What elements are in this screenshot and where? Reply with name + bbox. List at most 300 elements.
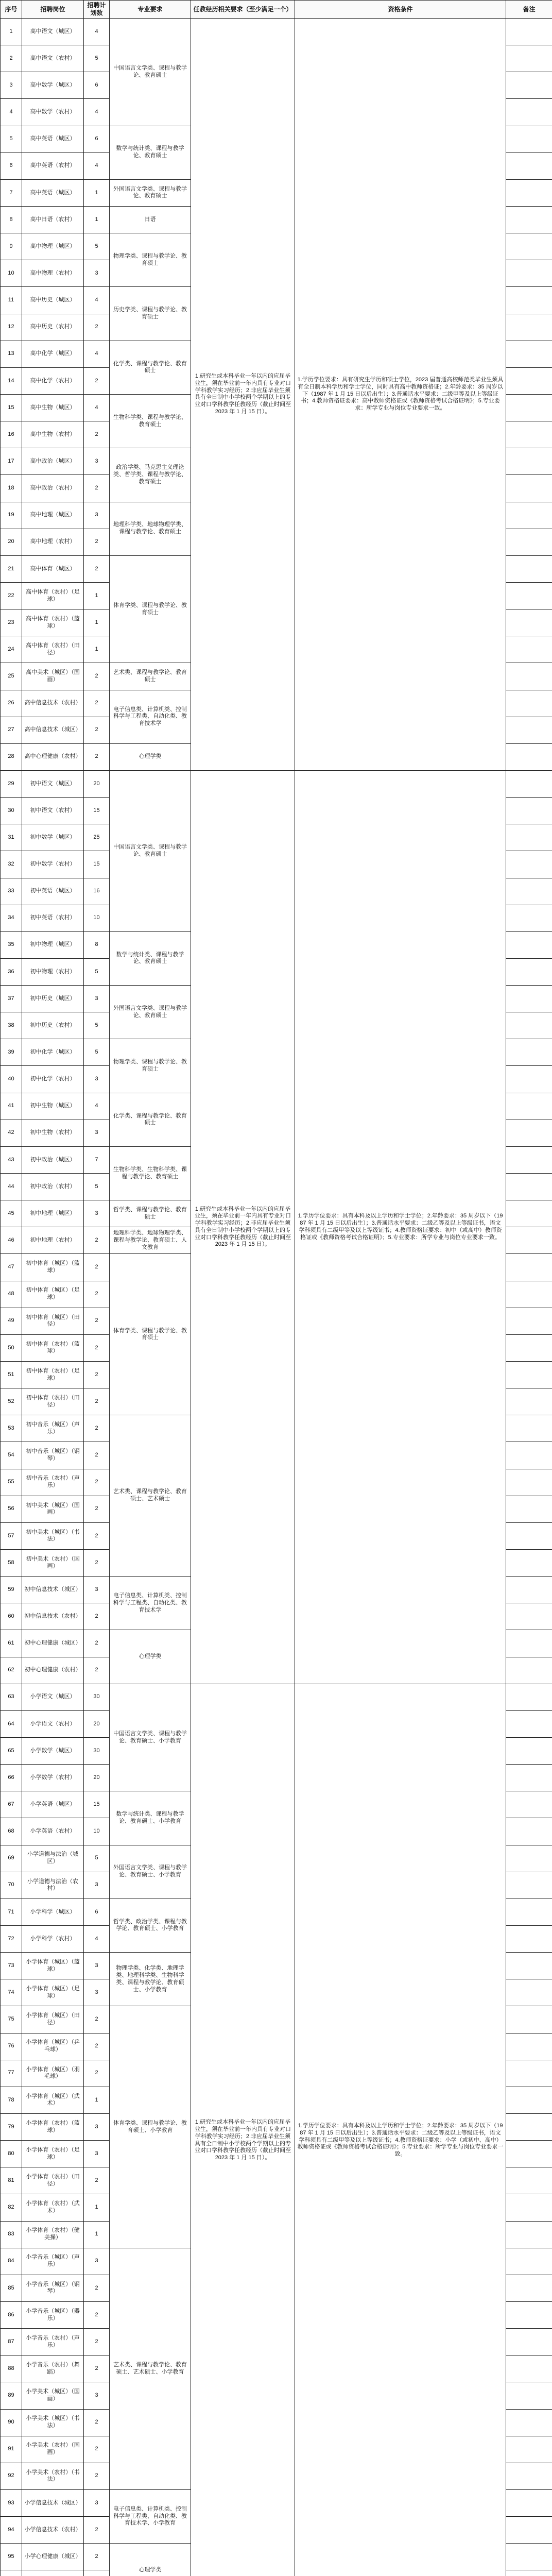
row-plan-count: 2 [84, 2355, 110, 2382]
row-index: 91 [1, 2436, 22, 2463]
row-plan-count: 3 [84, 2489, 110, 2516]
row-remarks [506, 2167, 552, 2194]
row-plan-count: 5 [84, 1012, 110, 1039]
row-qualification: 1.学历学位要求：具有本科及以上学历和学士学位；2.年龄要求：35 周岁以下（1987 年 1 月 15 日以后出生）；3.普通话水平要求：二级乙等及以上等级证书，语文学科须具有二级甲等及以上等级证书；4.教师资格证要求：小学（或初中、高中）教师资格证或《教师资格考试合格证明》；5.专业要求：所学专业与岗位专业要求一致。 [295, 1684, 506, 2576]
row-position: 小学科学（城区） [22, 1899, 84, 1925]
row-position: 初中数学（农村） [22, 851, 84, 878]
row-plan-count: 3 [84, 2382, 110, 2409]
row-plan-count: 2 [84, 1281, 110, 1308]
row-major: 日语 [110, 206, 191, 233]
row-remarks [506, 1227, 552, 1254]
row-index: 13 [1, 341, 22, 367]
row-index: 35 [1, 931, 22, 958]
row-index: 19 [1, 502, 22, 529]
row-position: 小学英语（城区） [22, 1791, 84, 1818]
row-plan-count: 5 [84, 958, 110, 985]
row-index: 40 [1, 1066, 22, 1093]
row-position: 初中生物（城区） [22, 1093, 84, 1120]
row-position: 小学体育（农村）（足球） [22, 2141, 84, 2167]
row-plan-count: 2 [84, 1442, 110, 1469]
row-index: 66 [1, 1765, 22, 1791]
row-index: 50 [1, 1334, 22, 1361]
row-remarks [506, 2248, 552, 2275]
row-plan-count [84, 2570, 110, 2576]
row-position: 小学信息技术（城区） [22, 2489, 84, 2516]
row-plan-count: 5 [84, 1174, 110, 1200]
row-index: 14 [1, 367, 22, 394]
row-position: 高中历史（城区） [22, 287, 84, 314]
row-remarks [506, 1174, 552, 1200]
row-position: 小学体育（城区）（足球） [22, 1979, 84, 2006]
row-position: 初中美术（城区）（书法） [22, 1522, 84, 1549]
row-remarks [506, 287, 552, 314]
row-index: 16 [1, 421, 22, 448]
row-position: 初中历史（农村） [22, 1012, 84, 1039]
row-position: 小学音乐（城区）（器乐） [22, 2301, 84, 2328]
row-position: 初中物理（农村） [22, 958, 84, 985]
row-remarks [506, 179, 552, 206]
row-index: 67 [1, 1791, 22, 1818]
row-index: 59 [1, 1577, 22, 1603]
row-remarks [506, 2087, 552, 2113]
row-remarks [506, 45, 552, 72]
row-major: 外国语言文学类、课程与教学论、教育硕士、小学教育 [110, 1845, 191, 1899]
header-position: 招聘岗位 [22, 1, 84, 19]
row-plan-count: 2 [84, 2544, 110, 2570]
row-major: 生物科学类、生物科学类、课程与教学论、教育硕士 [110, 1146, 191, 1200]
row-index: 76 [1, 2033, 22, 2060]
row-index: 43 [1, 1146, 22, 1173]
row-plan-count: 20 [84, 770, 110, 797]
row-plan-count: 10 [84, 905, 110, 931]
row-position: 高中体育（农村）（田径） [22, 636, 84, 663]
row-position: 小学语文（城区） [22, 1684, 84, 1710]
row-plan-count: 4 [84, 1093, 110, 1120]
row-index: 55 [1, 1469, 22, 1496]
row-plan-count: 3 [84, 1200, 110, 1227]
row-index: 10 [1, 260, 22, 287]
row-index: 89 [1, 2382, 22, 2409]
row-index: 51 [1, 1362, 22, 1388]
row-remarks [506, 1469, 552, 1496]
row-plan-count: 30 [84, 1684, 110, 1710]
row-index: 83 [1, 2221, 22, 2248]
row-position: 高中英语（城区） [22, 179, 84, 206]
row-index: 30 [1, 798, 22, 824]
row-position: 高中历史（农村） [22, 314, 84, 341]
row-remarks [506, 1765, 552, 1791]
row-index: 69 [1, 1845, 22, 1872]
row-index: 6 [1, 152, 22, 179]
row-position: 高中体育（农村）（篮球） [22, 609, 84, 636]
row-position: 高中地理（城区） [22, 502, 84, 529]
row-position: 初中体育（农村）（田径） [22, 1388, 84, 1415]
row-remarks [506, 1872, 552, 1899]
row-plan-count: 3 [84, 1066, 110, 1093]
row-plan-count: 1 [84, 636, 110, 663]
row-index: 93 [1, 2489, 22, 2516]
row-remarks [506, 824, 552, 851]
row-remarks [506, 555, 552, 582]
row-plan-count: 4 [84, 341, 110, 367]
row-remarks [506, 152, 552, 179]
row-position: 小学道德与法治（城区） [22, 1845, 84, 1872]
row-index: 92 [1, 2463, 22, 2489]
row-plan-count: 1 [84, 582, 110, 609]
row-index: 75 [1, 2006, 22, 2033]
row-position: 高中化学（农村） [22, 367, 84, 394]
row-experience: 1.研究生或本科毕业一年以内的应届毕业生，须在毕业前一年内具有专业对口学科教学实习经历；2.非应届毕业生须具有全日制中小学校两个学期以上的专业对口学科教学任教经历（截止时间至 2023 年 1 月 15 日）。 [191, 19, 295, 771]
row-plan-count: 2 [84, 314, 110, 341]
row-remarks [506, 1039, 552, 1066]
row-position: 初中音乐（农村）（声乐） [22, 1469, 84, 1496]
row-plan-count: 2 [84, 421, 110, 448]
row-position: 初中政治（农村） [22, 1174, 84, 1200]
row-position: 高中美术（城区）（国画） [22, 663, 84, 690]
row-remarks [506, 931, 552, 958]
row-major: 哲学类、政治学类、课程与教学论、教育硕士、小学教育 [110, 1899, 191, 1952]
row-index: 12 [1, 314, 22, 341]
row-position: 小学音乐（城区）（声乐） [22, 2248, 84, 2275]
row-position: 高中物理（农村） [22, 260, 84, 287]
row-position: 高中体育（城区） [22, 555, 84, 582]
row-index: 23 [1, 609, 22, 636]
row-remarks [506, 986, 552, 1012]
row-index: 85 [1, 2275, 22, 2301]
row-position: 小学体育（城区）（田径） [22, 2006, 84, 2033]
row-remarks [506, 1362, 552, 1388]
row-index: 65 [1, 1738, 22, 1765]
row-position: 小学体育（城区）（篮球） [22, 1953, 84, 1979]
row-position: 初中信息技术（农村） [22, 1603, 84, 1630]
row-remarks [506, 2006, 552, 2033]
row-index: 22 [1, 582, 22, 609]
row-position: 小学体育（农村）（武术） [22, 2194, 84, 2221]
row-position: 初中体育（农村）（篮球） [22, 1334, 84, 1361]
row-plan-count: 4 [84, 287, 110, 314]
row-experience: 1.研究生或本科毕业一年以内的应届毕业生，须在毕业前一年内具有专业对口学科教学实习经历；2.非应届毕业生须具有全日制中小学校两个学期以上的专业对口学科教学任教经历（截止时间至 2023 年 1 月 15 日）。 [191, 1684, 295, 2576]
row-remarks [506, 394, 552, 421]
row-remarks [506, 126, 552, 152]
row-position: 高中语文（城区） [22, 19, 84, 45]
row-remarks [506, 1818, 552, 1845]
row-plan-count: 2 [84, 529, 110, 555]
row-index: 73 [1, 1953, 22, 1979]
row-index: 2 [1, 45, 22, 72]
row-plan-count: 5 [84, 233, 110, 260]
row-remarks [506, 2329, 552, 2355]
row-index: 11 [1, 287, 22, 314]
row-remarks [506, 743, 552, 770]
row-major: 地理科学类、地球物理学类、课程与教学论、教育硕士、人文教育 [110, 1227, 191, 1254]
row-index: 94 [1, 2517, 22, 2544]
row-plan-count: 20 [84, 1710, 110, 1737]
row-plan-count: 2 [84, 1630, 110, 1657]
row-remarks [506, 1979, 552, 2006]
row-remarks [506, 1388, 552, 1415]
row-remarks [506, 367, 552, 394]
row-remarks [506, 663, 552, 690]
row-position: 小学美术（农村）（国画） [22, 2436, 84, 2463]
row-position: 小学数学（城区） [22, 1738, 84, 1765]
row-index: 21 [1, 555, 22, 582]
row-index: 31 [1, 824, 22, 851]
row-major: 哲学类、课程与教学论、教育硕士 [110, 1200, 191, 1227]
row-remarks [506, 609, 552, 636]
row-plan-count: 3 [84, 1120, 110, 1146]
row-remarks [506, 19, 552, 45]
row-major: 数学与统计类、课程与教学论、教育硕士 [110, 126, 191, 179]
row-remarks [506, 1630, 552, 1657]
row-position: 初中体育（城区）（篮球） [22, 1254, 84, 1281]
row-remarks [506, 2489, 552, 2516]
row-remarks [506, 770, 552, 797]
row-index: 44 [1, 1174, 22, 1200]
row-remarks [506, 798, 552, 824]
row-remarks [506, 1577, 552, 1603]
row-plan-count: 2 [84, 663, 110, 690]
row-remarks [506, 1899, 552, 1925]
row-remarks [506, 1496, 552, 1522]
row-index: 26 [1, 690, 22, 717]
row-index: 53 [1, 1415, 22, 1442]
row-major: 中国语言文学类、课程与教学论、教育硕士 [110, 770, 191, 931]
row-plan-count: 4 [84, 99, 110, 126]
row-plan-count: 4 [84, 152, 110, 179]
row-remarks [506, 475, 552, 502]
row-remarks [506, 2409, 552, 2436]
row-major: 艺术类、课程与教学论、教育硕士 [110, 663, 191, 690]
row-major: 艺术类、课程与教学论、教育硕士、艺术硕士 [110, 1415, 191, 1577]
row-plan-count: 3 [84, 1577, 110, 1603]
row-remarks [506, 1012, 552, 1039]
row-remarks [506, 1738, 552, 1765]
row-plan-count: 6 [84, 72, 110, 99]
row-plan-count: 2 [84, 1415, 110, 1442]
row-position: 小学语文（农村） [22, 1710, 84, 1737]
row-index: 18 [1, 475, 22, 502]
row-position: 高中英语（农村） [22, 152, 84, 179]
row-index: 28 [1, 743, 22, 770]
row-remarks [506, 717, 552, 743]
row-plan-count: 15 [84, 851, 110, 878]
row-major: 心理学类 [110, 1630, 191, 1684]
row-plan-count: 3 [84, 986, 110, 1012]
row-remarks [506, 2113, 552, 2140]
row-remarks [506, 878, 552, 905]
row-remarks [506, 1522, 552, 1549]
row-remarks [506, 1791, 552, 1818]
row-position: 初中体育（城区）（田径） [22, 1308, 84, 1334]
row-remarks [506, 314, 552, 341]
row-plan-count: 2 [84, 555, 110, 582]
row-index: 95 [1, 2544, 22, 2570]
row-position: 初中生物（农村） [22, 1120, 84, 1146]
row-plan-count: 2 [84, 1496, 110, 1522]
row-position: 高中日语（农村） [22, 206, 84, 233]
row-qualification: 1.学历学位要求：具有本科及以上学历和学士学位；2.年龄要求：35 周岁以下（1987 年 1 月 15 日以后出生）；3.普通话水平要求：二级乙等及以上等级证书，语文学科须具有二级甲等及以上等级证书；4.教师资格证要求：初中（或高中）教师资格证或《教师资格考试合格证明》；5.专业要求：所学专业与岗位专业要求一致。 [295, 770, 506, 1684]
row-index: 25 [1, 663, 22, 690]
row-plan-count: 20 [84, 1765, 110, 1791]
row-plan-count: 4 [84, 19, 110, 45]
row-position: 高中地理（农村） [22, 529, 84, 555]
row-index: 24 [1, 636, 22, 663]
row-position: 小学英语（农村） [22, 1818, 84, 1845]
row-plan-count: 3 [84, 2113, 110, 2140]
row-position: 高中英语（城区） [22, 126, 84, 152]
row-plan-count: 6 [84, 1899, 110, 1925]
row-major: 电子信息类、计算机类、控制科学与工程类、自动化类、教育技术学 [110, 690, 191, 743]
row-index: 68 [1, 1818, 22, 1845]
row-remarks [506, 1845, 552, 1872]
row-index: 72 [1, 1925, 22, 1952]
row-plan-count: 1 [84, 609, 110, 636]
row-index: 46 [1, 1227, 22, 1254]
row-remarks [506, 2570, 552, 2576]
row-remarks [506, 1066, 552, 1093]
row-index: 64 [1, 1710, 22, 1737]
row-plan-count: 2 [84, 1334, 110, 1361]
header-experience: 任教经历相关要求（至少满足一个） [191, 1, 295, 19]
row-position: 初中物理（城区） [22, 931, 84, 958]
row-remarks [506, 2060, 552, 2087]
row-remarks [506, 1603, 552, 1630]
row-plan-count: 6 [84, 126, 110, 152]
row-index: 77 [1, 2060, 22, 2087]
row-index: 63 [1, 1684, 22, 1710]
row-index: 5 [1, 126, 22, 152]
row-plan-count: 2 [84, 2329, 110, 2355]
row-plan-count: 3 [84, 448, 110, 475]
row-remarks [506, 690, 552, 717]
row-remarks [506, 2436, 552, 2463]
row-remarks [506, 1334, 552, 1361]
row-major: 物理学类、课程与教学论、教育硕士 [110, 1039, 191, 1093]
row-plan-count: 2 [84, 1469, 110, 1496]
row-position: 初中地理（城区） [22, 1200, 84, 1227]
row-plan-count: 2 [84, 2409, 110, 2436]
row-remarks [506, 2463, 552, 2489]
row-major: 心理学类 [110, 2544, 191, 2576]
row-remarks [506, 582, 552, 609]
row-position: 高中化学（城区） [22, 341, 84, 367]
row-plan-count: 2 [84, 717, 110, 743]
row-plan-count: 2 [84, 1522, 110, 1549]
row-position: 高中信息技术（城区） [22, 717, 84, 743]
row-index: 37 [1, 986, 22, 1012]
row-plan-count: 15 [84, 1791, 110, 1818]
header-major: 专业要求 [110, 1, 191, 19]
row-index: 57 [1, 1522, 22, 1549]
row-position: 小学音乐（农村）（舞蹈） [22, 2355, 84, 2382]
row-position: 初中政治（城区） [22, 1146, 84, 1173]
row-position: 高中体育（农村）（足球） [22, 582, 84, 609]
row-index: 15 [1, 394, 22, 421]
row-major: 中国语言文学类、课程与教学论、教育硕士 [110, 19, 191, 126]
row-index: 33 [1, 878, 22, 905]
row-plan-count: 2 [84, 2463, 110, 2489]
row-index: 41 [1, 1093, 22, 1120]
row-plan-count: 5 [84, 1845, 110, 1872]
row-index: 3 [1, 72, 22, 99]
row-plan-count: 3 [84, 1953, 110, 1979]
row-remarks [506, 1308, 552, 1334]
row-plan-count: 3 [84, 260, 110, 287]
row-index: 38 [1, 1012, 22, 1039]
row-remarks [506, 233, 552, 260]
row-plan-count: 2 [84, 743, 110, 770]
row-index: 60 [1, 1603, 22, 1630]
row-position: 高中政治（农村） [22, 475, 84, 502]
row-index: 90 [1, 2409, 22, 2436]
row-remarks [506, 99, 552, 126]
row-plan-count: 2 [84, 1254, 110, 1281]
row-index: 32 [1, 851, 22, 878]
row-index: 79 [1, 2113, 22, 2140]
row-major: 心理学类 [110, 743, 191, 770]
row-index: 61 [1, 1630, 22, 1657]
row-index: 86 [1, 2301, 22, 2328]
row-major: 地理科学类、地球物理学类、课程与教学论、教育硕士 [110, 502, 191, 555]
row-index: 71 [1, 1899, 22, 1925]
row-index: 36 [1, 958, 22, 985]
row-remarks [506, 851, 552, 878]
row-plan-count: 2 [84, 2006, 110, 2033]
row-index: 48 [1, 1281, 22, 1308]
row-position [22, 2570, 84, 2576]
row-index: 52 [1, 1388, 22, 1415]
row-major: 艺术类、课程与教学论、教育硕士、艺术硕士、小学教育 [110, 2248, 191, 2489]
row-index: 62 [1, 1657, 22, 1684]
row-plan-count: 2 [84, 1388, 110, 1415]
row-remarks [506, 2275, 552, 2301]
row-position: 初中心理健康（农村） [22, 1657, 84, 1684]
row-plan-count: 2 [84, 2301, 110, 2328]
row-remarks [506, 905, 552, 931]
row-remarks [506, 958, 552, 985]
row-index: 27 [1, 717, 22, 743]
row-index: 42 [1, 1120, 22, 1146]
row-index: 20 [1, 529, 22, 555]
row-position: 初中语文（农村） [22, 798, 84, 824]
row-plan-count: 1 [84, 2194, 110, 2221]
row-remarks [506, 636, 552, 663]
row-plan-count: 2 [84, 1550, 110, 1577]
row-index: 1 [1, 19, 22, 45]
row-major: 体育学类、课程与教学论、教育硕士 [110, 555, 191, 663]
row-position: 初中化学（农村） [22, 1066, 84, 1093]
row-position: 高中信息技术（农村） [22, 690, 84, 717]
row-plan-count: 5 [84, 1039, 110, 1066]
row-experience: 1.研究生或本科毕业一年以内的应届毕业生，须在毕业前一年内具有专业对口学科教学实习经历；2.非应届毕业生须具有全日制中小学校两个学期以上的专业对口学科教学任教经历（截止时间至 2023 年 1 月 15 日）。 [191, 770, 295, 1684]
row-plan-count: 30 [84, 1738, 110, 1765]
row-plan-count: 4 [84, 394, 110, 421]
row-index: 78 [1, 2087, 22, 2113]
row-position: 小学信息技术（农村） [22, 2517, 84, 2544]
row-position: 小学数学（农村） [22, 1765, 84, 1791]
row-major: 电子信息类、计算机类、控制科学与工程类、自动化类、教育技术学 [110, 1577, 191, 1630]
row-index: 54 [1, 1442, 22, 1469]
row-remarks [506, 2033, 552, 2060]
row-index: 70 [1, 1872, 22, 1899]
row-position: 初中美术（城区）（国画） [22, 1496, 84, 1522]
row-remarks [506, 341, 552, 367]
row-qualification: 1.学历学位要求：具有研究生学历和硕士学位，2023 届普通高校师范类毕业生须具有全日制本科学历和学士学位，同时具有高中教师资格证；2.年龄要求：35 周岁以下（1987 年 1 月 15 日以后出生）；3.普通话水平要求：二级甲等及以上等级证书；4.教师资格证要求：高中教师资格证或《教师资格考试合格证明》；5.专业要求：所学专业与岗位专业要求一致。 [295, 19, 506, 771]
row-position: 小学体育（农村）（田径） [22, 2167, 84, 2194]
row-plan-count: 16 [84, 878, 110, 905]
row-position: 初中化学（城区） [22, 1039, 84, 1066]
header-index: 序号 [1, 1, 22, 19]
